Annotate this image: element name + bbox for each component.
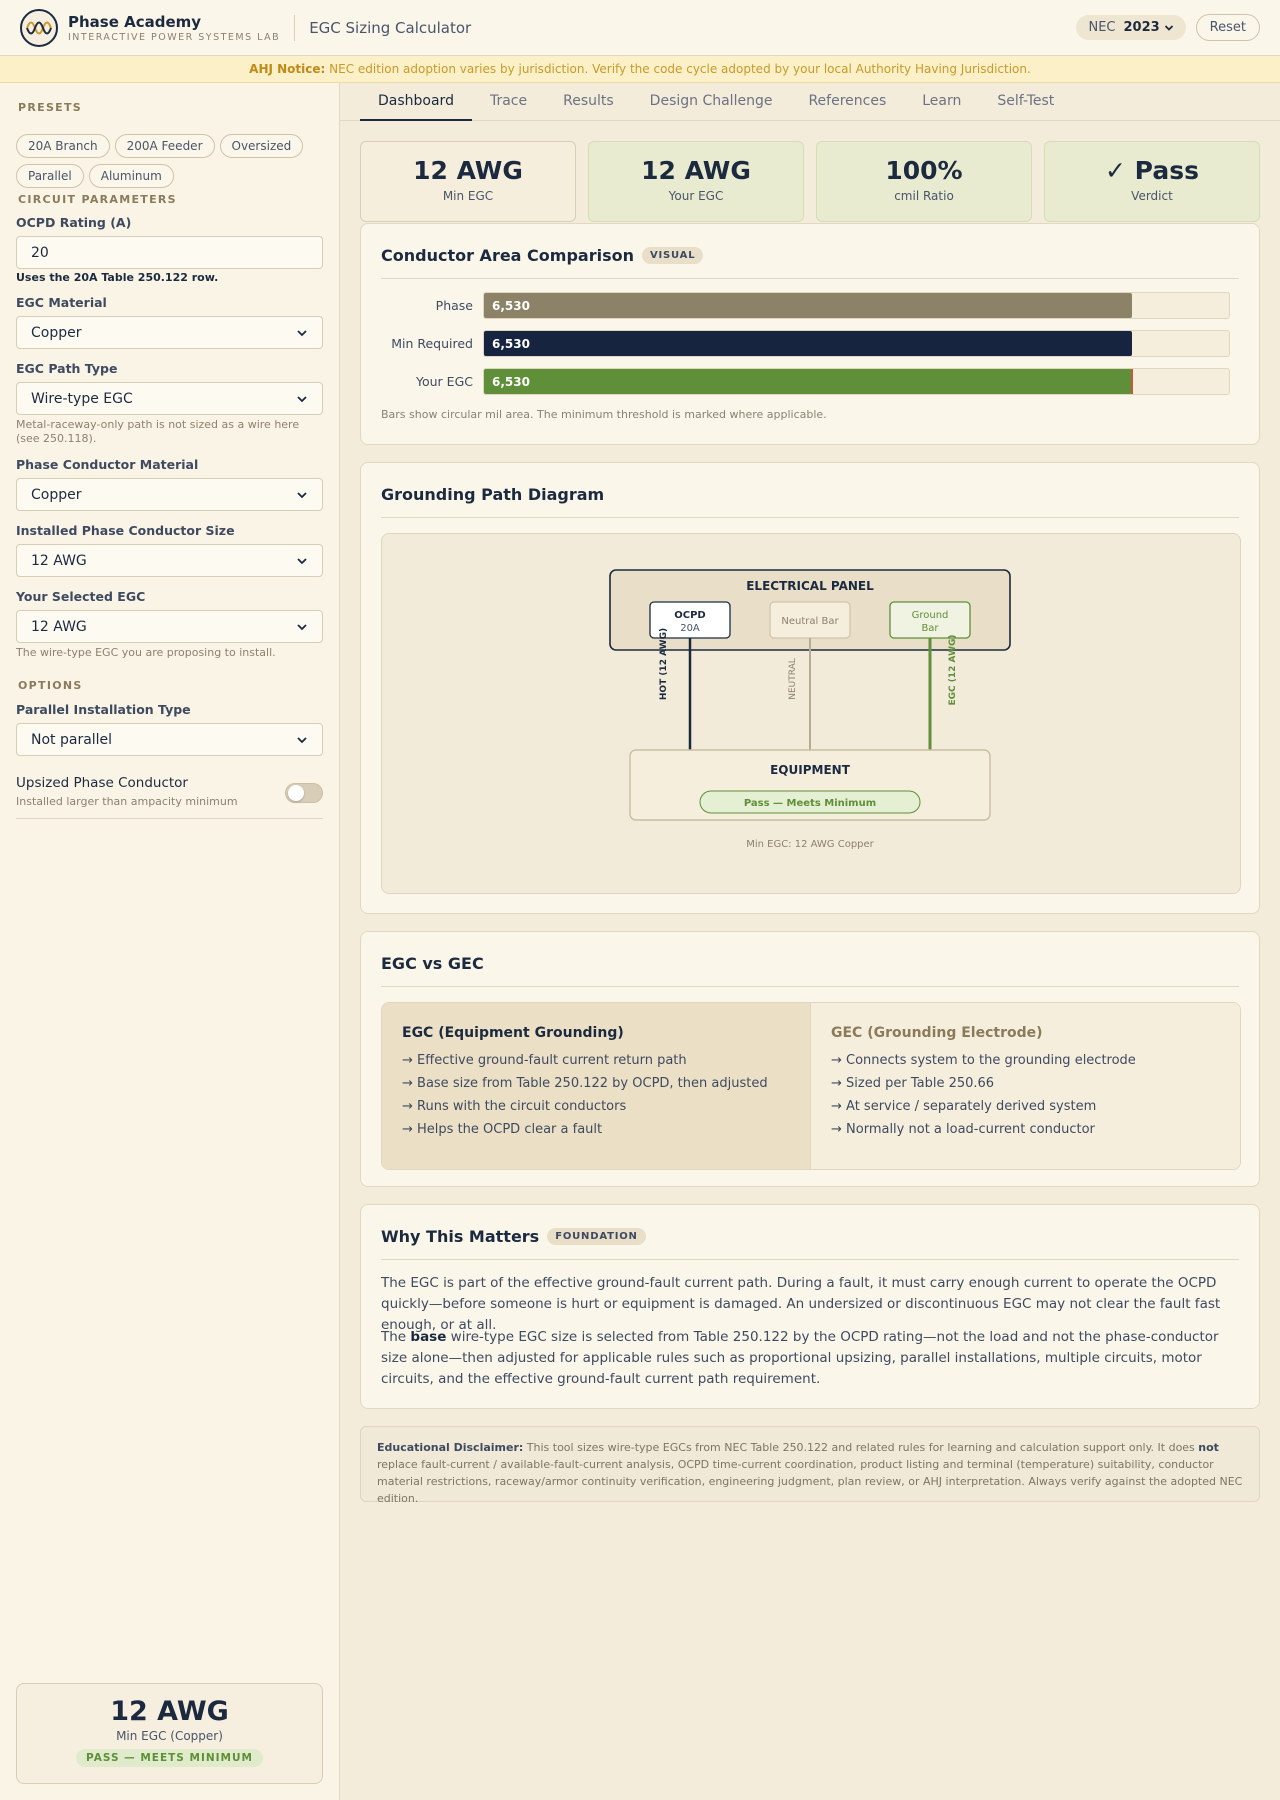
card-badge: FOUNDATION <box>547 1228 646 1245</box>
bar-label: Min Required <box>391 336 473 351</box>
bar-value: 6,530 <box>492 374 530 389</box>
card-divider <box>381 517 1239 518</box>
brand <box>68 13 280 43</box>
card-title: Conductor Area Comparison <box>381 246 634 265</box>
egc-vs-gec-card <box>360 931 1260 1187</box>
selected-egc-hint: The wire-type EGC you are proposing to install. <box>16 646 276 659</box>
parallel-type-select[interactable] <box>16 723 323 756</box>
app-title: EGC Sizing Calculator <box>309 18 472 37</box>
educational-disclaimer <box>360 1426 1260 1505</box>
hot-wire-label: HOT (12 AWG) <box>659 627 669 701</box>
why-this-matters-card <box>360 1204 1260 1409</box>
bar-track <box>483 368 1230 395</box>
summary-min-egc-label: Min EGC (Copper) <box>116 1729 223 1743</box>
egc-material-value: Copper <box>31 324 82 341</box>
main-tabs <box>340 83 1280 121</box>
gec-column <box>811 1003 1240 1169</box>
ocpd-rating: 20A <box>680 623 700 634</box>
disclaimer-label: Educational Disclaimer: <box>377 1441 524 1454</box>
tab-learn[interactable]: Learn <box>922 93 962 109</box>
upsized-phase-hint: Installed larger than ampacity minimum <box>16 795 238 808</box>
neutral-wire-label: NEUTRAL <box>788 658 798 700</box>
why-paragraph-1: The EGC is part of the effective ground-fault current path. During a fault, it must carry enough current to operate the OCPD quickly—before someone is hurt or equipment is damaged. An undersized or discontinuous EGC may not clear the fault fast enough, or at all. <box>381 1275 1221 1333</box>
bar-value: 6,530 <box>492 336 530 351</box>
chevron-down-icon <box>296 327 308 339</box>
list-item: → Runs with the circuit conductors <box>402 1099 627 1114</box>
bar-row-phase <box>381 292 1241 319</box>
panel-label: ELECTRICAL PANEL <box>746 579 874 593</box>
nec-edition-value: 2023 <box>1123 20 1160 35</box>
bar-label: Your EGC <box>416 374 473 389</box>
bar-fill-phase <box>484 293 1132 318</box>
bar-note: Bars show circular mil area. The minimum threshold is marked where applicable. <box>381 408 827 421</box>
grounding-diagram-card <box>360 462 1260 914</box>
stat-label: Min EGC <box>442 189 494 203</box>
bar-label: Phase <box>435 298 473 313</box>
chevron-down-icon <box>296 489 308 501</box>
ocpd-label: OCPD <box>674 610 706 621</box>
minimum-threshold-marker <box>1131 369 1133 394</box>
egc-material-label: EGC Material <box>16 295 107 310</box>
ocpd-rating-hint: Uses the 20A Table 250.122 row. <box>16 271 219 284</box>
phase-material-label: Phase Conductor Material <box>16 457 199 472</box>
ground-bar-label-2: Bar <box>921 623 939 634</box>
sidebar <box>0 83 340 1800</box>
list-item: → Connects system to the grounding electrode <box>831 1053 1136 1068</box>
phase-material-select[interactable] <box>16 478 323 511</box>
tab-results[interactable]: Results <box>563 93 614 109</box>
options-label: OPTIONS <box>18 679 83 692</box>
why-text: wire-type EGC size is selected from Table 250.122 by the OCPD rating—not the load and not the phase-conductor size alone—then adjusted for applicable rules such as proportional upsizing, parallel installations, multiple circuits, motor circuits, and the effective ground-fault current path requirement. <box>381 1329 1219 1387</box>
disclaimer-text: replace fault-current / available-fault-current analysis, OCPD time-current coordination, product listing and terminal (temperature) suitability, conductor material restrictions, raceway/armor continuity verification, engineering judgment, plan review, or AHJ interpretation. Always verify against the adopted NEC edition. <box>377 1458 1243 1505</box>
card-title: EGC vs GEC <box>381 954 484 973</box>
egc-path-type-value: Wire-type EGC <box>31 390 133 407</box>
phase-size-select[interactable] <box>16 544 323 577</box>
egc-path-type-select[interactable] <box>16 382 323 415</box>
preset-parallel[interactable]: Parallel <box>16 164 84 188</box>
stat-verdict <box>1044 141 1260 222</box>
egc-material-select[interactable] <box>16 316 323 349</box>
egc-wire-label: EGC (12 AWG) <box>948 634 958 706</box>
stat-cmil-ratio <box>816 141 1032 222</box>
header-divider <box>294 15 295 41</box>
summary-min-egc: 12 AWG <box>110 1696 229 1727</box>
stat-value: 12 AWG <box>641 156 751 185</box>
ahj-notice <box>0 56 1280 83</box>
egc-path-type-label: EGC Path Type <box>16 361 118 376</box>
egc-column <box>382 1003 811 1169</box>
conductor-area-card <box>360 223 1260 445</box>
list-item: → Base size from Table 250.122 by OCPD, then adjusted <box>402 1076 768 1091</box>
stat-your-egc <box>588 141 804 222</box>
diagram-caption: Min EGC: 12 AWG Copper <box>746 839 874 850</box>
list-item: → Helps the OCPD clear a fault <box>402 1122 603 1137</box>
selected-egc-value: 12 AWG <box>31 618 87 635</box>
why-text: The <box>381 1329 411 1345</box>
preset-oversized[interactable]: Oversized <box>220 134 304 158</box>
egc-path-type-hint: Metal-raceway-only path is not sized as a wire here (see 250.118). <box>16 418 300 445</box>
why-paragraph-2 <box>381 1327 1241 1390</box>
stat-value: 12 AWG <box>413 156 523 185</box>
ocpd-rating-input[interactable] <box>16 236 323 269</box>
app-header <box>0 0 1280 56</box>
equipment-status: Pass — Meets Minimum <box>743 798 877 809</box>
bar-row-your-egc <box>381 368 1241 395</box>
card-divider <box>381 986 1239 987</box>
phase-material-value: Copper <box>31 486 82 503</box>
grounding-path-diagram <box>382 534 1242 895</box>
nec-label: NEC <box>1088 20 1116 35</box>
egc-heading: EGC (Equipment Grounding) <box>402 1025 624 1041</box>
bar-track <box>483 330 1230 357</box>
upsized-phase-label: Upsized Phase Conductor <box>16 775 188 791</box>
list-item: → Normally not a load-current conductor <box>831 1122 1095 1137</box>
preset-20a-branch[interactable]: 20A Branch <box>16 134 110 158</box>
ocpd-rating-value: 20 <box>31 244 49 261</box>
tab-references[interactable]: References <box>808 93 887 109</box>
phase-size-value: 12 AWG <box>31 552 87 569</box>
stat-label: cmil Ratio <box>894 189 954 203</box>
presets-label: PRESETS <box>18 101 83 114</box>
list-item: → Sized per Table 250.66 <box>831 1076 995 1091</box>
stat-value: 100% <box>885 156 963 185</box>
upsized-phase-toggle[interactable] <box>285 783 323 803</box>
stat-min-egc <box>360 141 576 222</box>
ahj-notice-text: NEC edition adoption varies by jurisdiction. Verify the code cycle adopted by your local Authority Having Jurisdiction. <box>329 62 1031 76</box>
card-divider <box>381 278 1239 279</box>
card-badge: VISUAL <box>642 247 703 264</box>
brand-name: Phase Academy <box>68 12 202 31</box>
bar-fill-min-required <box>484 331 1132 356</box>
stat-value: ✓ Pass <box>1105 156 1199 185</box>
stat-label: Verdict <box>1131 189 1173 203</box>
bar-value: 6,530 <box>492 298 530 313</box>
why-emphasis: base <box>410 1329 447 1345</box>
disclaimer-emphasis: not <box>1198 1441 1219 1454</box>
selected-egc-select[interactable] <box>16 610 323 643</box>
summary-status-badge: PASS — MEETS MINIMUM <box>76 1749 263 1767</box>
chevron-down-icon <box>296 555 308 567</box>
preset-200a-feeder[interactable]: 200A Feeder <box>115 134 215 158</box>
bar-row-min-required <box>381 330 1241 357</box>
parallel-type-label: Parallel Installation Type <box>16 702 191 717</box>
chevron-down-icon <box>296 734 308 746</box>
summary-card <box>16 1683 323 1784</box>
ahj-notice-label: AHJ Notice: <box>249 62 326 76</box>
nec-edition-select[interactable] <box>1076 15 1185 40</box>
toggle-knob <box>288 785 304 801</box>
preset-list <box>16 134 306 188</box>
brand-subtitle: INTERACTIVE POWER SYSTEMS LAB <box>68 31 281 43</box>
tab-trace[interactable]: Trace <box>489 93 528 109</box>
preset-aluminum[interactable]: Aluminum <box>89 164 174 188</box>
equipment-label: EQUIPMENT <box>770 763 850 777</box>
chevron-down-icon <box>1164 23 1174 33</box>
tab-design-challenge[interactable]: Design Challenge <box>649 93 773 109</box>
chevron-down-icon <box>296 621 308 633</box>
reset-button[interactable]: Reset <box>1196 14 1260 41</box>
gec-heading: GEC (Grounding Electrode) <box>831 1025 1043 1041</box>
disclaimer-text: This tool sizes wire-type EGCs from NEC Table 250.122 and related rules for learning and calculation support only. It does <box>523 1441 1199 1454</box>
phase-size-label: Installed Phase Conductor Size <box>16 523 235 538</box>
phase-academy-logo <box>20 9 58 47</box>
list-item: → Effective ground-fault current return path <box>402 1053 687 1068</box>
stat-label: Your EGC <box>668 189 724 203</box>
comparison-grid <box>381 1002 1241 1170</box>
tab-self-test[interactable]: Self-Test <box>997 93 1055 109</box>
neutral-bar-label: Neutral Bar <box>781 616 839 627</box>
bar-track <box>483 292 1230 319</box>
bar-fill-your-egc <box>484 369 1132 394</box>
card-title: Grounding Path Diagram <box>381 485 605 504</box>
parallel-type-value: Not parallel <box>31 731 113 748</box>
ocpd-rating-label: OCPD Rating (A) <box>16 215 132 230</box>
card-divider <box>381 1259 1239 1260</box>
tab-dashboard[interactable]: Dashboard <box>360 83 472 121</box>
card-title: Why This Matters <box>381 1227 540 1246</box>
selected-egc-label: Your Selected EGC <box>16 589 146 604</box>
chevron-down-icon <box>296 393 308 405</box>
ground-bar-label-1: Ground <box>911 610 949 621</box>
circuit-parameters-label: CIRCUIT PARAMETERS <box>18 193 177 206</box>
list-item: → At service / separately derived system <box>831 1099 1097 1114</box>
diagram-canvas <box>381 533 1241 894</box>
sidebar-divider <box>16 818 323 819</box>
